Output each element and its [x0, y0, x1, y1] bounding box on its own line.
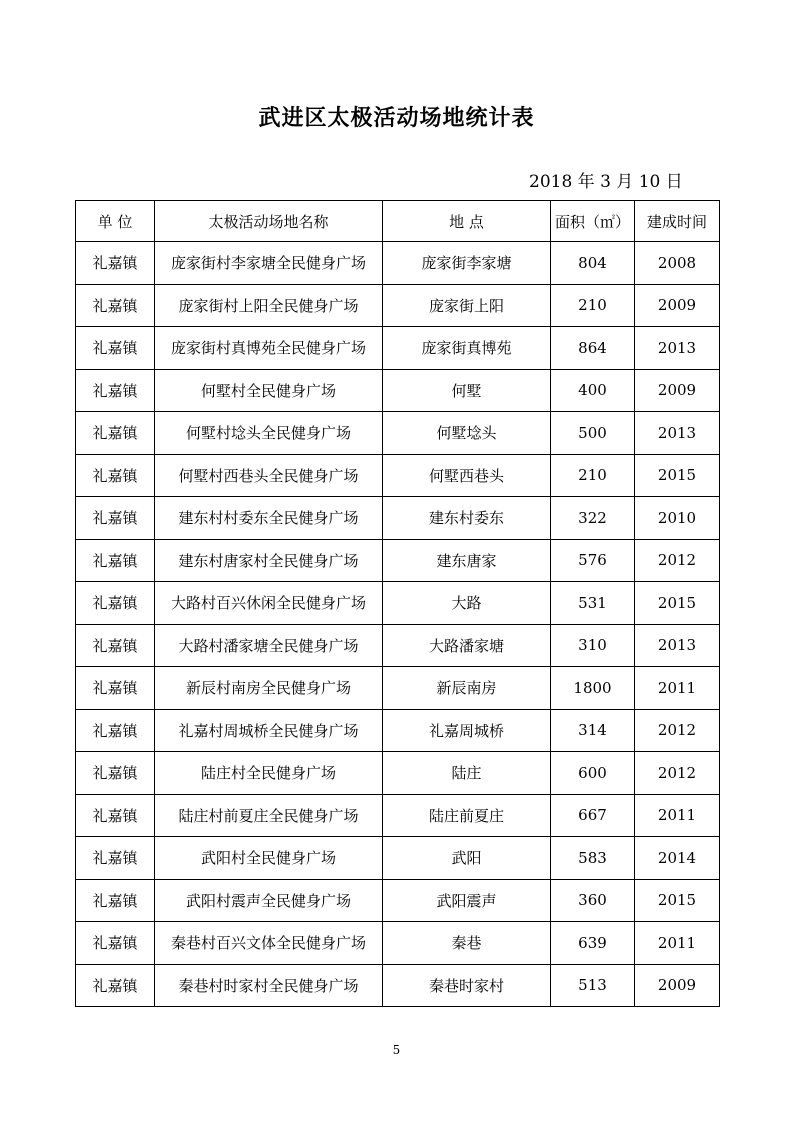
table-row	[76, 964, 720, 1007]
location-cell: 庞家街李家塘	[383, 242, 551, 285]
table-row	[76, 242, 720, 285]
location-cell: 庞家街上阳	[383, 284, 551, 327]
area-cell: 639	[551, 922, 635, 965]
build-year-cell: 2013	[635, 412, 720, 455]
unit-cell: 礼嘉镇	[76, 539, 155, 582]
area-cell: 583	[551, 837, 635, 880]
unit-cell: 礼嘉镇	[76, 454, 155, 497]
build-year-cell: 2014	[635, 837, 720, 880]
unit-cell: 礼嘉镇	[76, 624, 155, 667]
table-row	[76, 539, 720, 582]
location-cell: 大路潘家塘	[383, 624, 551, 667]
unit-cell: 礼嘉镇	[76, 327, 155, 370]
table-row	[76, 327, 720, 370]
table-row	[76, 582, 720, 625]
area-cell: 600	[551, 752, 635, 795]
build-year-cell: 2009	[635, 284, 720, 327]
header-location: 地 点	[383, 201, 551, 242]
location-cell: 庞家街真博苑	[383, 327, 551, 370]
venue-name-cell: 武阳村震声全民健身广场	[155, 879, 383, 922]
area-cell: 314	[551, 709, 635, 752]
unit-cell: 礼嘉镇	[76, 284, 155, 327]
build-year-cell: 2011	[635, 922, 720, 965]
venue-name-cell: 何墅村西巷头全民健身广场	[155, 454, 383, 497]
venue-name-cell: 陆庄村全民健身广场	[155, 752, 383, 795]
venue-name-cell: 秦巷村百兴文体全民健身广场	[155, 922, 383, 965]
build-year-cell: 2015	[635, 582, 720, 625]
venue-name-cell: 庞家街村上阳全民健身广场	[155, 284, 383, 327]
area-cell: 400	[551, 369, 635, 412]
table-row	[76, 709, 720, 752]
page-title: 武进区太极活动场地统计表	[258, 106, 535, 131]
location-cell: 大路	[383, 582, 551, 625]
venue-name-cell: 大路村潘家塘全民健身广场	[155, 624, 383, 667]
area-cell: 322	[551, 497, 635, 540]
area-cell: 1800	[551, 667, 635, 710]
unit-cell: 礼嘉镇	[76, 667, 155, 710]
venue-name-cell: 武阳村全民健身广场	[155, 837, 383, 880]
venue-name-cell: 何墅村全民健身广场	[155, 369, 383, 412]
table-row	[76, 794, 720, 837]
table-row	[76, 922, 720, 965]
location-cell: 何墅	[383, 369, 551, 412]
unit-cell: 礼嘉镇	[76, 582, 155, 625]
venue-name-cell: 庞家街村真博苑全民健身广场	[155, 327, 383, 370]
venue-name-cell: 新辰村南房全民健身广场	[155, 667, 383, 710]
area-cell: 864	[551, 327, 635, 370]
table-row	[76, 369, 720, 412]
area-cell: 576	[551, 539, 635, 582]
area-cell: 310	[551, 624, 635, 667]
build-year-cell: 2008	[635, 242, 720, 285]
location-cell: 新辰南房	[383, 667, 551, 710]
unit-cell: 礼嘉镇	[76, 497, 155, 540]
table-header-row	[76, 201, 720, 242]
venue-name-cell: 秦巷村时家村全民健身广场	[155, 964, 383, 1007]
venue-name-cell: 庞家街村李家塘全民健身广场	[155, 242, 383, 285]
build-year-cell: 2013	[635, 624, 720, 667]
location-cell: 何墅西巷头	[383, 454, 551, 497]
build-year-cell: 2011	[635, 667, 720, 710]
build-year-cell: 2009	[635, 369, 720, 412]
table-row	[76, 667, 720, 710]
table-row	[76, 284, 720, 327]
header-area: 面积（㎡）	[551, 201, 635, 242]
area-cell: 667	[551, 794, 635, 837]
venue-statistics-table	[75, 200, 720, 1007]
build-year-cell: 2012	[635, 539, 720, 582]
report-date: 2018 年 3 月 10 日	[529, 172, 683, 192]
build-year-cell: 2009	[635, 964, 720, 1007]
location-cell: 何墅埝头	[383, 412, 551, 455]
header-unit: 单 位	[76, 201, 155, 242]
build-year-cell: 2015	[635, 454, 720, 497]
location-cell: 陆庄	[383, 752, 551, 795]
table-row	[76, 879, 720, 922]
build-year-cell: 2010	[635, 497, 720, 540]
table-row	[76, 752, 720, 795]
area-cell: 210	[551, 284, 635, 327]
area-cell: 804	[551, 242, 635, 285]
unit-cell: 礼嘉镇	[76, 752, 155, 795]
unit-cell: 礼嘉镇	[76, 964, 155, 1007]
location-cell: 建东唐家	[383, 539, 551, 582]
build-year-cell: 2015	[635, 879, 720, 922]
build-year-cell: 2013	[635, 327, 720, 370]
venue-name-cell: 建东村村委东全民健身广场	[155, 497, 383, 540]
location-cell: 建东村委东	[383, 497, 551, 540]
area-cell: 531	[551, 582, 635, 625]
build-year-cell: 2012	[635, 752, 720, 795]
location-cell: 礼嘉周城桥	[383, 709, 551, 752]
location-cell: 秦巷	[383, 922, 551, 965]
header-build-year: 建成时间	[635, 201, 720, 242]
unit-cell: 礼嘉镇	[76, 242, 155, 285]
unit-cell: 礼嘉镇	[76, 794, 155, 837]
build-year-cell: 2012	[635, 709, 720, 752]
table-row	[76, 624, 720, 667]
location-cell: 陆庄前夏庄	[383, 794, 551, 837]
venue-name-cell: 大路村百兴休闲全民健身广场	[155, 582, 383, 625]
area-cell: 360	[551, 879, 635, 922]
area-cell: 500	[551, 412, 635, 455]
unit-cell: 礼嘉镇	[76, 709, 155, 752]
venue-name-cell: 礼嘉村周城桥全民健身广场	[155, 709, 383, 752]
unit-cell: 礼嘉镇	[76, 837, 155, 880]
unit-cell: 礼嘉镇	[76, 412, 155, 455]
location-cell: 秦巷时家村	[383, 964, 551, 1007]
venue-name-cell: 建东村唐家村全民健身广场	[155, 539, 383, 582]
area-cell: 513	[551, 964, 635, 1007]
table-row	[76, 837, 720, 880]
table-row	[76, 497, 720, 540]
header-venue-name: 太极活动场地名称	[155, 201, 383, 242]
location-cell: 武阳震声	[383, 879, 551, 922]
venue-name-cell: 陆庄村前夏庄全民健身广场	[155, 794, 383, 837]
table-row	[76, 454, 720, 497]
area-cell: 210	[551, 454, 635, 497]
table-row	[76, 412, 720, 455]
unit-cell: 礼嘉镇	[76, 879, 155, 922]
build-year-cell: 2011	[635, 794, 720, 837]
unit-cell: 礼嘉镇	[76, 369, 155, 412]
page-number: 5	[392, 1043, 401, 1057]
location-cell: 武阳	[383, 837, 551, 880]
venue-name-cell: 何墅村埝头全民健身广场	[155, 412, 383, 455]
unit-cell: 礼嘉镇	[76, 922, 155, 965]
